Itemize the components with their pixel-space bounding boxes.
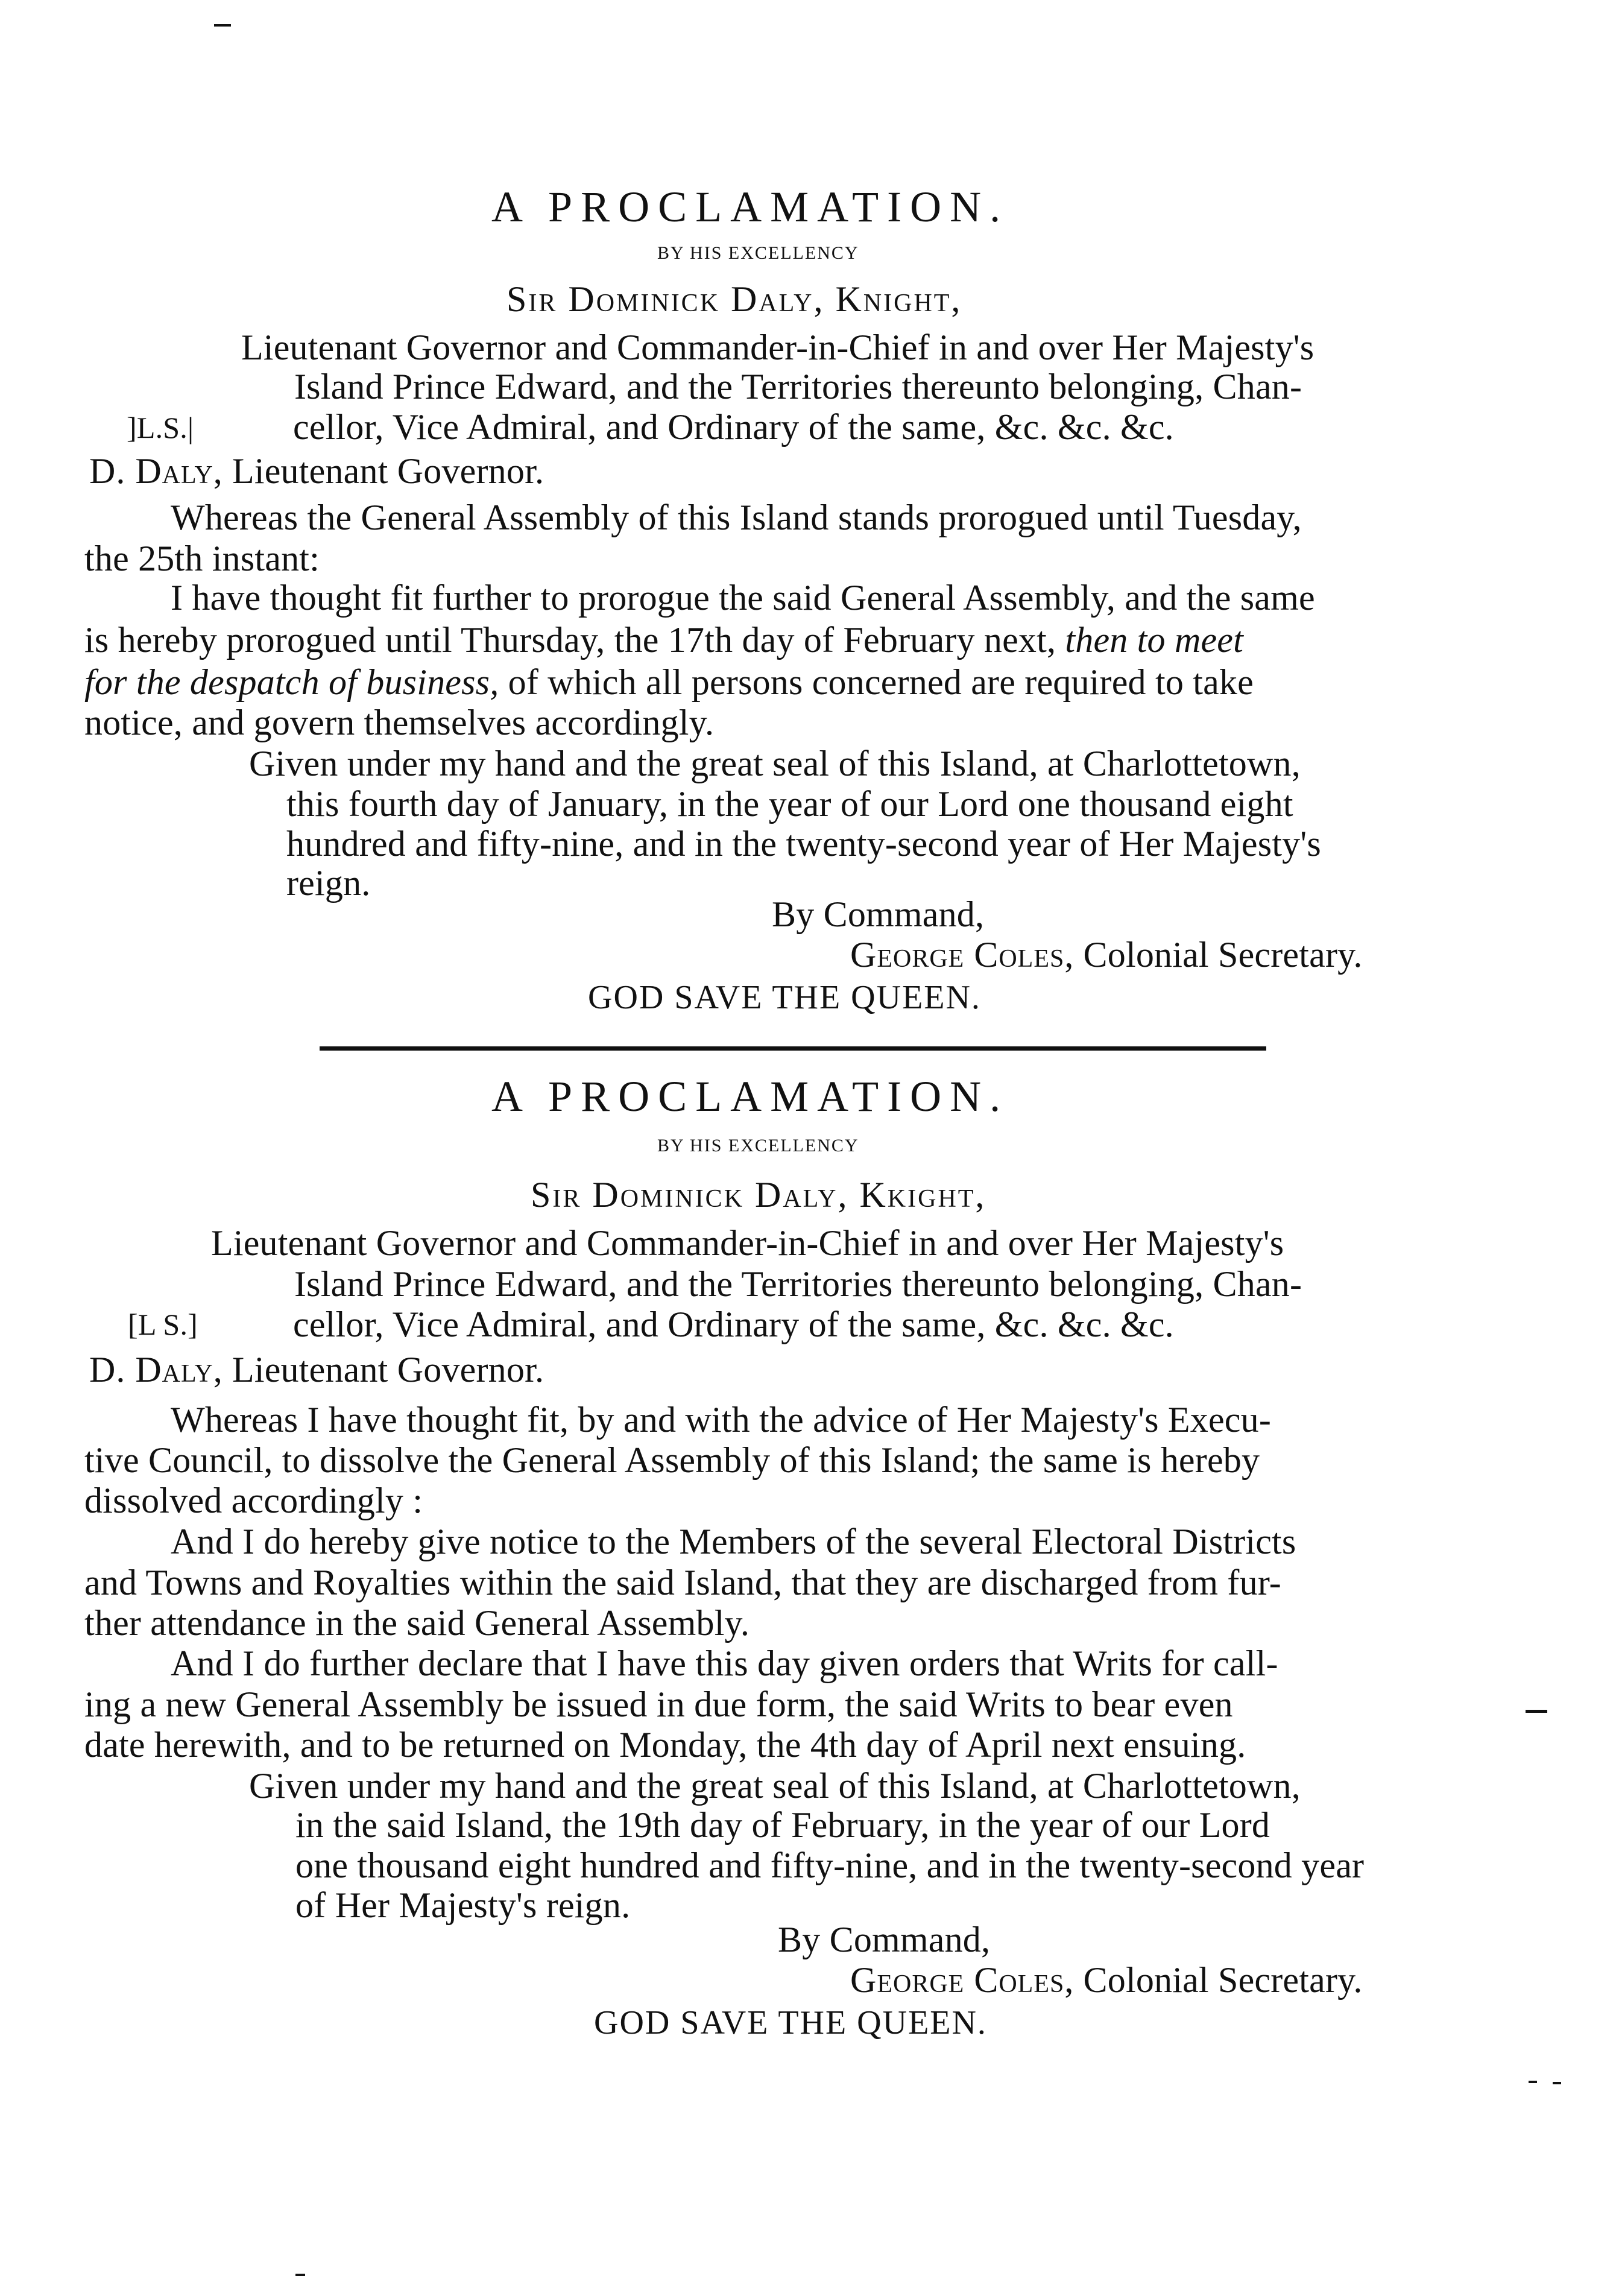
proclamation-2-sign-title: Lieutenant Governor. bbox=[232, 1350, 544, 1390]
proclamation-2-body-line-7: And I do further declare that I have this day given orders that Writs for call- bbox=[171, 1643, 1278, 1683]
proclamation-2-name: Sir Dominick Daly, Kkight, bbox=[531, 1175, 986, 1215]
proclamation-2-body-line-2: tive Council, to dissolve the General Assembly of this Island; the same is hereby bbox=[84, 1440, 1260, 1480]
proclamation-1-body-line-4-text: is hereby prorogued until Thursday, the 17th day of February next, bbox=[84, 620, 1056, 660]
proclamation-1-body-line-3: I have thought fit further to prorogue the said General Assembly, and the same bbox=[171, 578, 1315, 618]
proclamation-2-by-line: BY HIS EXCELLENCY bbox=[657, 1136, 859, 1156]
proclamation-1-seal: ]L.S.| bbox=[127, 411, 194, 444]
scan-mark bbox=[1526, 1710, 1547, 1713]
proclamation-2-body-line-1: Whereas I have thought fit, by and with the advice of Her Majesty's Execu- bbox=[171, 1400, 1271, 1440]
proclamation-2-titles-line-2: Island Prince Edward, and the Territories thereunto belonging, Chan- bbox=[294, 1264, 1302, 1304]
proclamation-2-body-line-6: ther attendance in the said General Assembly. bbox=[84, 1603, 750, 1643]
section-divider bbox=[320, 1046, 1266, 1051]
proclamation-2-titles-line-1: Lieutenant Governor and Commander-in-Chief in and over Her Majesty's bbox=[211, 1223, 1284, 1263]
proclamation-2-by-command: By Command, bbox=[778, 1920, 991, 1959]
proclamation-2-given-line-3: one thousand eight hundred and fifty-nine, and in the twenty-second year bbox=[295, 1845, 1365, 1885]
proclamation-1-by-command: By Command, bbox=[772, 894, 985, 934]
proclamation-1-sign-title: Lieutenant Governor. bbox=[232, 451, 544, 491]
proclamation-1-name: Sir Dominick Daly, Knight, bbox=[507, 279, 962, 319]
proclamation-2-body-line-5: and Towns and Royalties within the said Island, that they are discharged from fur- bbox=[84, 1563, 1281, 1602]
scan-mark bbox=[214, 24, 231, 27]
proclamation-2-secretary-title: Colonial Secretary. bbox=[1083, 1960, 1363, 2000]
proclamation-1-given-line-1: Given under my hand and the great seal of this Island, at Charlottetown, bbox=[249, 744, 1301, 783]
proclamation-1-titles-line-2: Island Prince Edward, and the Territories thereunto belonging, Chan- bbox=[294, 367, 1302, 406]
proclamation-1-body-line-2: the 25th instant: bbox=[84, 539, 320, 578]
proclamation-1-god-save: GOD SAVE THE QUEEN. bbox=[588, 979, 981, 1016]
proclamation-1-secretary bbox=[850, 933, 1363, 976]
proclamation-1-signature bbox=[89, 449, 544, 493]
proclamation-1-body-line-1: Whereas the General Assembly of this Island stands prorogued until Tuesday, bbox=[171, 498, 1302, 537]
proclamation-2-god-save: GOD SAVE THE QUEEN. bbox=[594, 2004, 987, 2041]
proclamation-1-given-line-3: hundred and fifty-nine, and in the twenty-second year of Her Majesty's bbox=[286, 824, 1321, 864]
proclamation-1-body-line-4 bbox=[84, 618, 1243, 662]
proclamation-1-sign-name: D. Daly, bbox=[89, 451, 223, 491]
proclamation-1-secretary-name: George Coles, bbox=[850, 935, 1075, 975]
proclamation-1-body-line-5-text: of which all persons concerned are required to take bbox=[508, 662, 1254, 702]
proclamation-2-given-line-4: of Her Majesty's reign. bbox=[295, 1885, 631, 1925]
proclamation-1-titles-line-1: Lieutenant Governor and Commander-in-Chief in and over Her Majesty's bbox=[241, 327, 1314, 367]
proclamation-2-signature bbox=[89, 1348, 544, 1391]
scan-mark bbox=[295, 2274, 305, 2276]
proclamation-1-titles-line-3: cellor, Vice Admiral, and Ordinary of the same, &c. &c. &c. bbox=[293, 407, 1174, 447]
proclamation-1-secretary-title: Colonial Secretary. bbox=[1083, 935, 1363, 975]
proclamation-2-sign-name: D. Daly, bbox=[89, 1350, 223, 1390]
proclamation-2-body-line-8: ing a new General Assembly be issued in due form, the said Writs to bear even bbox=[84, 1684, 1233, 1724]
proclamation-2-body-line-4: And I do hereby give notice to the Members of the several Electoral Districts bbox=[171, 1522, 1296, 1561]
proclamation-2-secretary-name: George Coles, bbox=[850, 1960, 1075, 2000]
proclamation-1-given-line-2: this fourth day of January, in the year of our Lord one thousand eight bbox=[286, 784, 1293, 824]
proclamation-1-title: A PROCLAMATION. bbox=[491, 183, 1009, 231]
proclamation-2-seal: [L S.] bbox=[128, 1308, 198, 1341]
proclamation-1-by-line: BY HIS EXCELLENCY bbox=[657, 243, 859, 263]
proclamation-2-secretary bbox=[850, 1958, 1363, 2002]
proclamation-1-body-line-4-italic: then to meet bbox=[1065, 620, 1244, 660]
proclamation-1-body-line-6: notice, and govern themselves accordingly. bbox=[84, 703, 715, 742]
proclamation-2-given-line-1: Given under my hand and the great seal of this Island, at Charlottetown, bbox=[249, 1766, 1301, 1806]
scan-mark bbox=[1529, 2081, 1537, 2083]
proclamation-1-body-line-5-italic: for the despatch of business, bbox=[84, 662, 499, 702]
proclamation-2-title: A PROCLAMATION. bbox=[491, 1072, 1009, 1121]
proclamation-2-titles-line-3: cellor, Vice Admiral, and Ordinary of the same, &c. &c. &c. bbox=[293, 1305, 1174, 1344]
scan-mark bbox=[1553, 2082, 1561, 2084]
proclamation-1-body-line-5 bbox=[84, 660, 1254, 704]
proclamation-2-body-line-3: dissolved accordingly : bbox=[84, 1481, 423, 1520]
proclamation-1-given-line-4: reign. bbox=[286, 863, 371, 903]
proclamation-2-given-line-2: in the said Island, the 19th day of February, in the year of our Lord bbox=[295, 1805, 1270, 1845]
proclamation-2-body-line-9: date herewith, and to be returned on Monday, the 4th day of April next ensuing. bbox=[84, 1725, 1246, 1765]
